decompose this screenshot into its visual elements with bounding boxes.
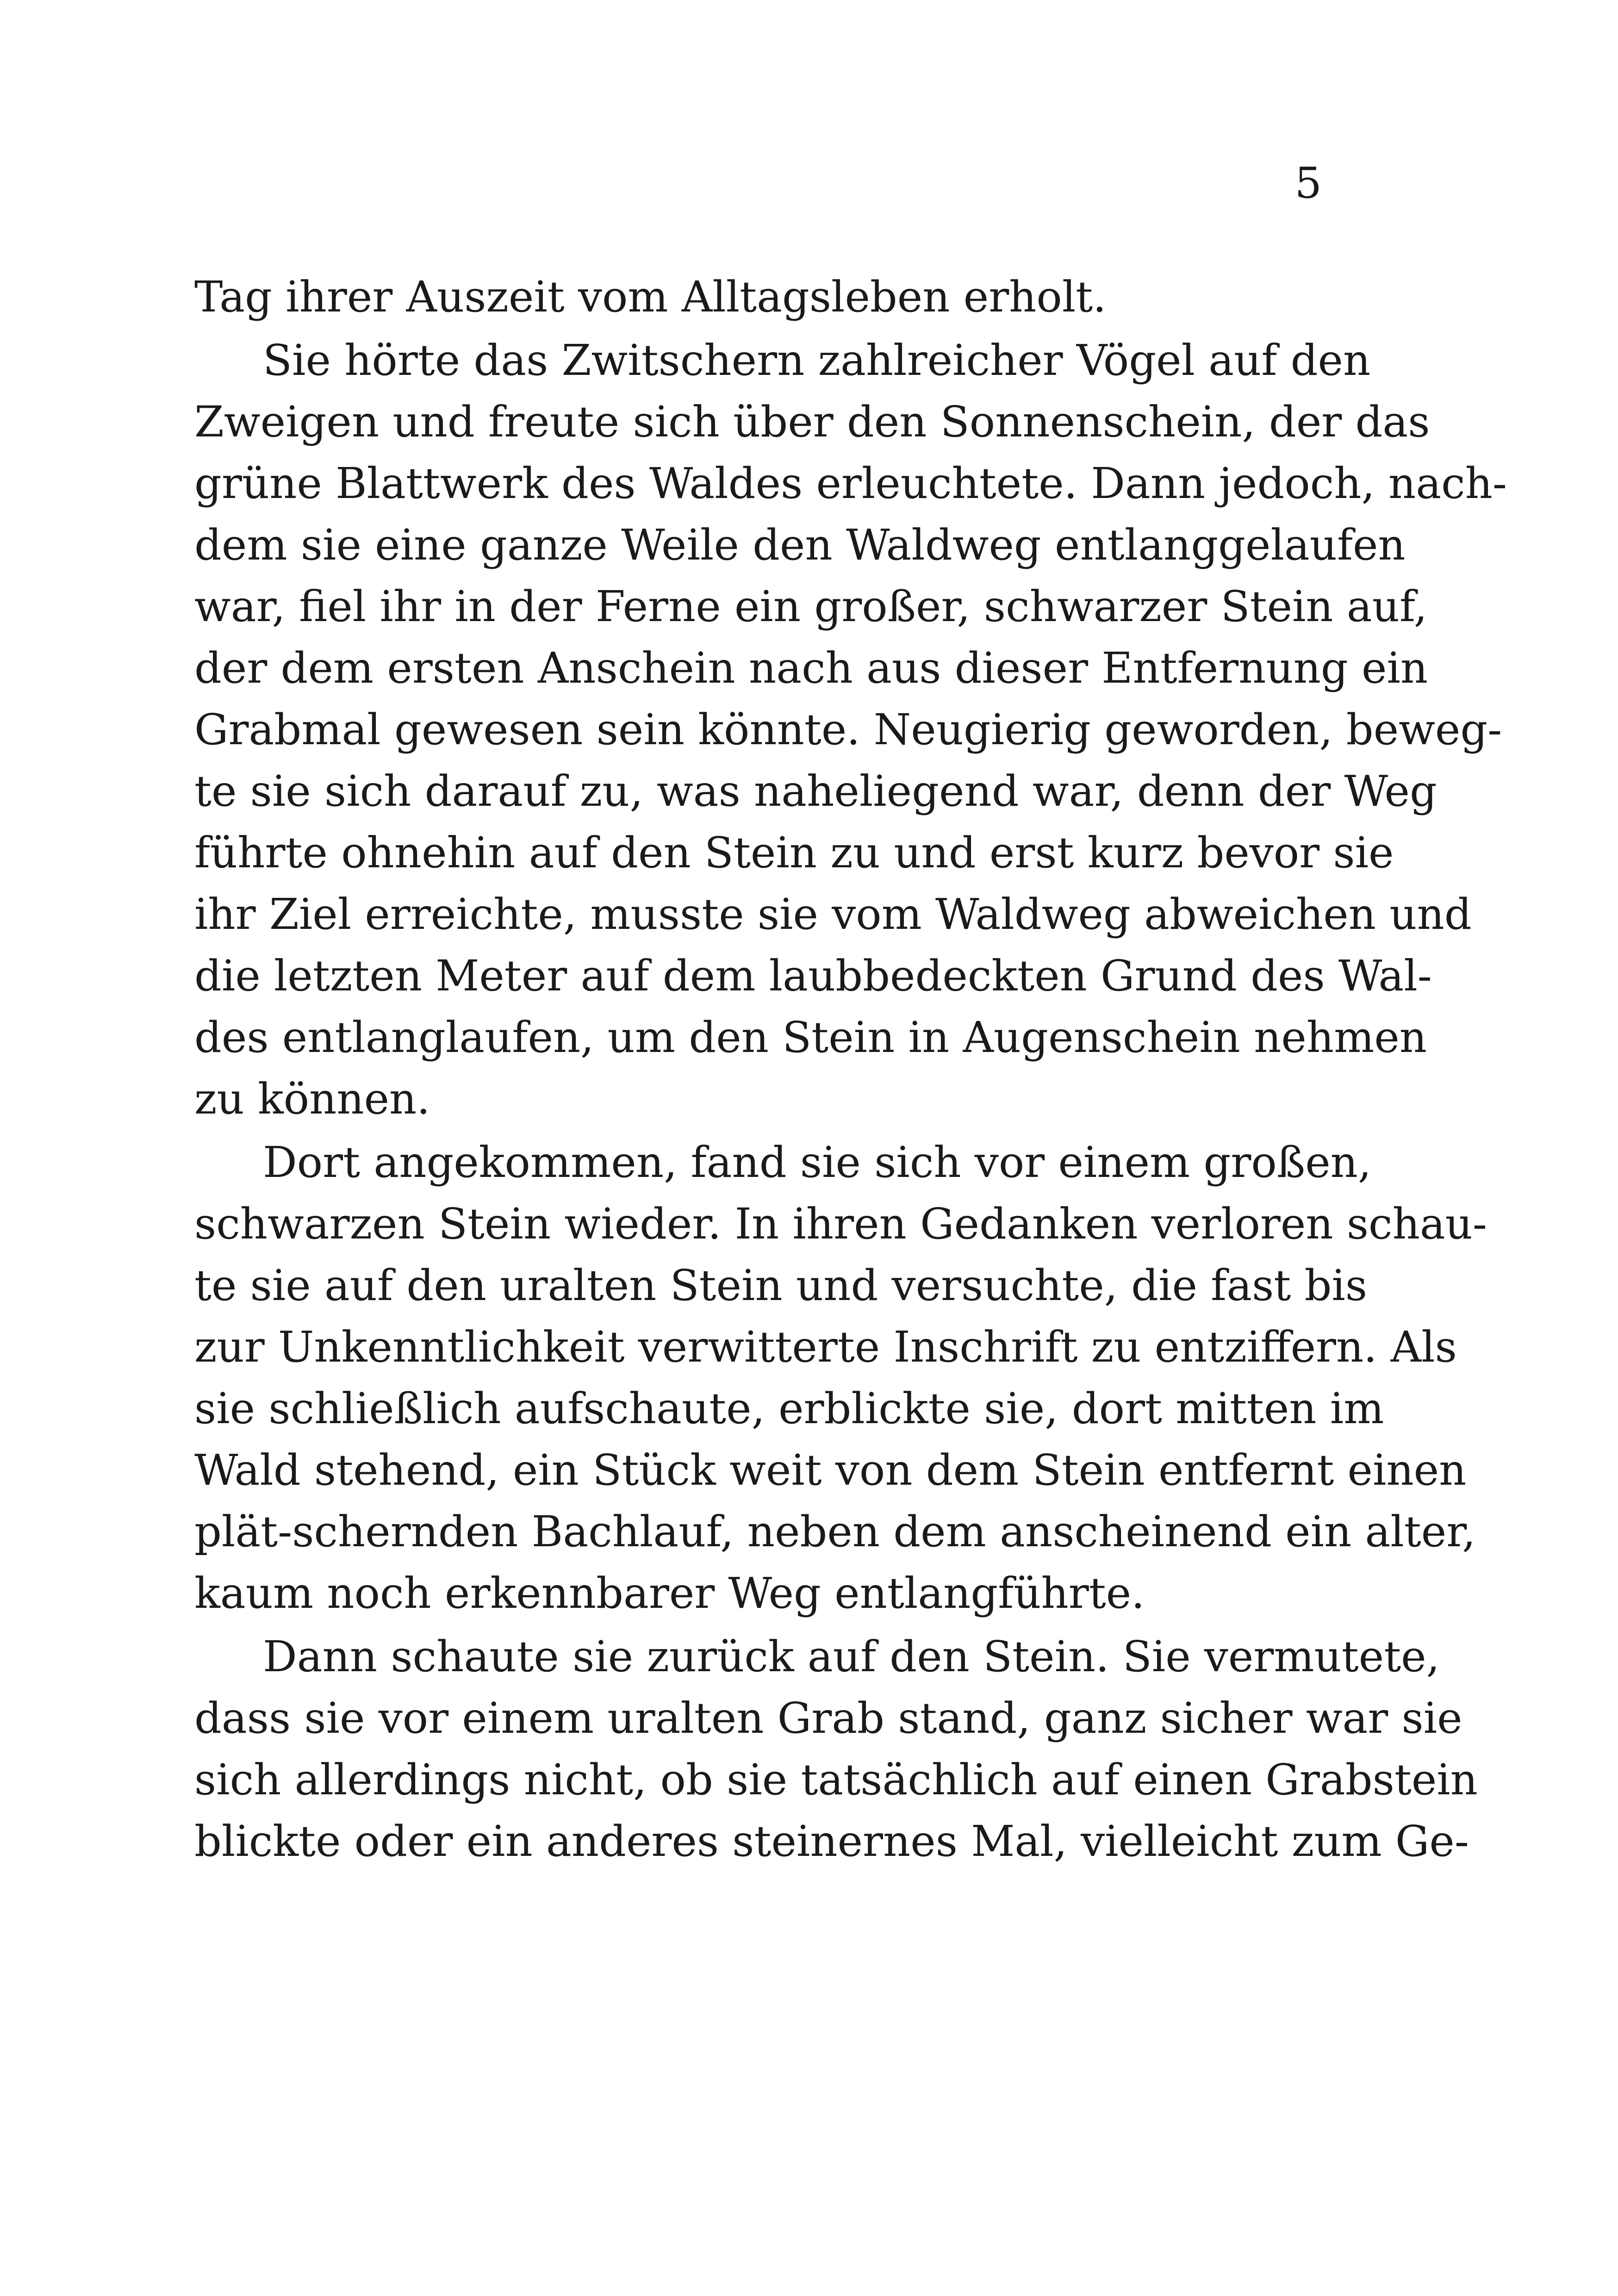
page-number: 5 xyxy=(1294,158,1322,208)
paragraph xyxy=(194,266,1333,328)
text-line: der dem ersten Anschein nach aus dieser Entfernung ein xyxy=(194,643,1428,693)
text-line: grüne Blattwerk des Waldes erleuchtete. Dann jedoch, nach- xyxy=(194,459,1507,508)
text-line: die letzten Meter auf dem laubbedeckten Grund des Wal- xyxy=(194,951,1432,1001)
text-line: Dort angekommen, fand sie sich vor einem großen, xyxy=(263,1138,1372,1187)
text-line: Zweigen und freute sich über den Sonnenschein, der das xyxy=(194,397,1430,447)
text-line: kaum noch erkennbarer Weg entlangführte. xyxy=(194,1568,1145,1618)
text-line: te sie auf den uralten Stein und versuchte, die fast bis xyxy=(194,1261,1368,1310)
text-line: war, fiel ihr in der Ferne ein großer, schwarzer Stein auf, xyxy=(194,582,1428,631)
text-line: schwarzen Stein wieder. In ihren Gedanken verloren schau- xyxy=(194,1199,1487,1249)
text-line: des entlanglaufen, um den Stein in Augenschein nehmen xyxy=(194,1013,1427,1062)
paragraph xyxy=(194,330,1507,1130)
text-line: blickte oder ein anderes steinernes Mal, vielleicht zum Ge- xyxy=(194,1817,1469,1866)
text-line: zu können. xyxy=(194,1074,430,1124)
text-line: Dann schaute sie zurück auf den Stein. Sie vermutete, xyxy=(263,1632,1440,1681)
text-line: dass sie vor einem uralten Grab stand, ganz sicher war sie xyxy=(194,1693,1462,1743)
text-line: ihr Ziel erreichte, musste sie vom Waldweg abweichen und xyxy=(194,890,1472,939)
text-line: sie schließlich aufschaute, erblickte sie, dort mitten im xyxy=(194,1384,1384,1433)
text-line: Tag ihrer Auszeit vom Alltagsleben erholt. xyxy=(194,272,1107,322)
body-text xyxy=(194,266,1507,1872)
text-line: Sie hörte das Zwitschern zahlreicher Vögel auf den xyxy=(263,336,1371,385)
text-line: führte ohnehin auf den Stein zu und erst kurz bevor sie xyxy=(194,828,1394,877)
text-line: Wald stehend, ein Stück weit von dem Stein entfernt einen xyxy=(194,1445,1467,1495)
text-line: Grabmal gewesen sein könnte. Neugierig geworden, beweg- xyxy=(194,705,1502,754)
text-line: dem sie eine ganze Weile den Waldweg entlanggelaufen xyxy=(194,520,1406,570)
text-line: zur Unkenntlichkeit verwitterte Inschrift zu entziffern. Als xyxy=(194,1322,1457,1372)
paragraph xyxy=(194,1626,1478,1872)
text-line: te sie sich darauf zu, was naheliegend war, denn der Weg xyxy=(194,766,1437,816)
text-line: sich allerdings nicht, ob sie tatsächlich auf einen Grabstein xyxy=(194,1755,1478,1804)
paragraph xyxy=(194,1132,1487,1624)
text-line: plät-schernden Bachlauf, neben dem anscheinend ein alter, xyxy=(194,1507,1476,1556)
